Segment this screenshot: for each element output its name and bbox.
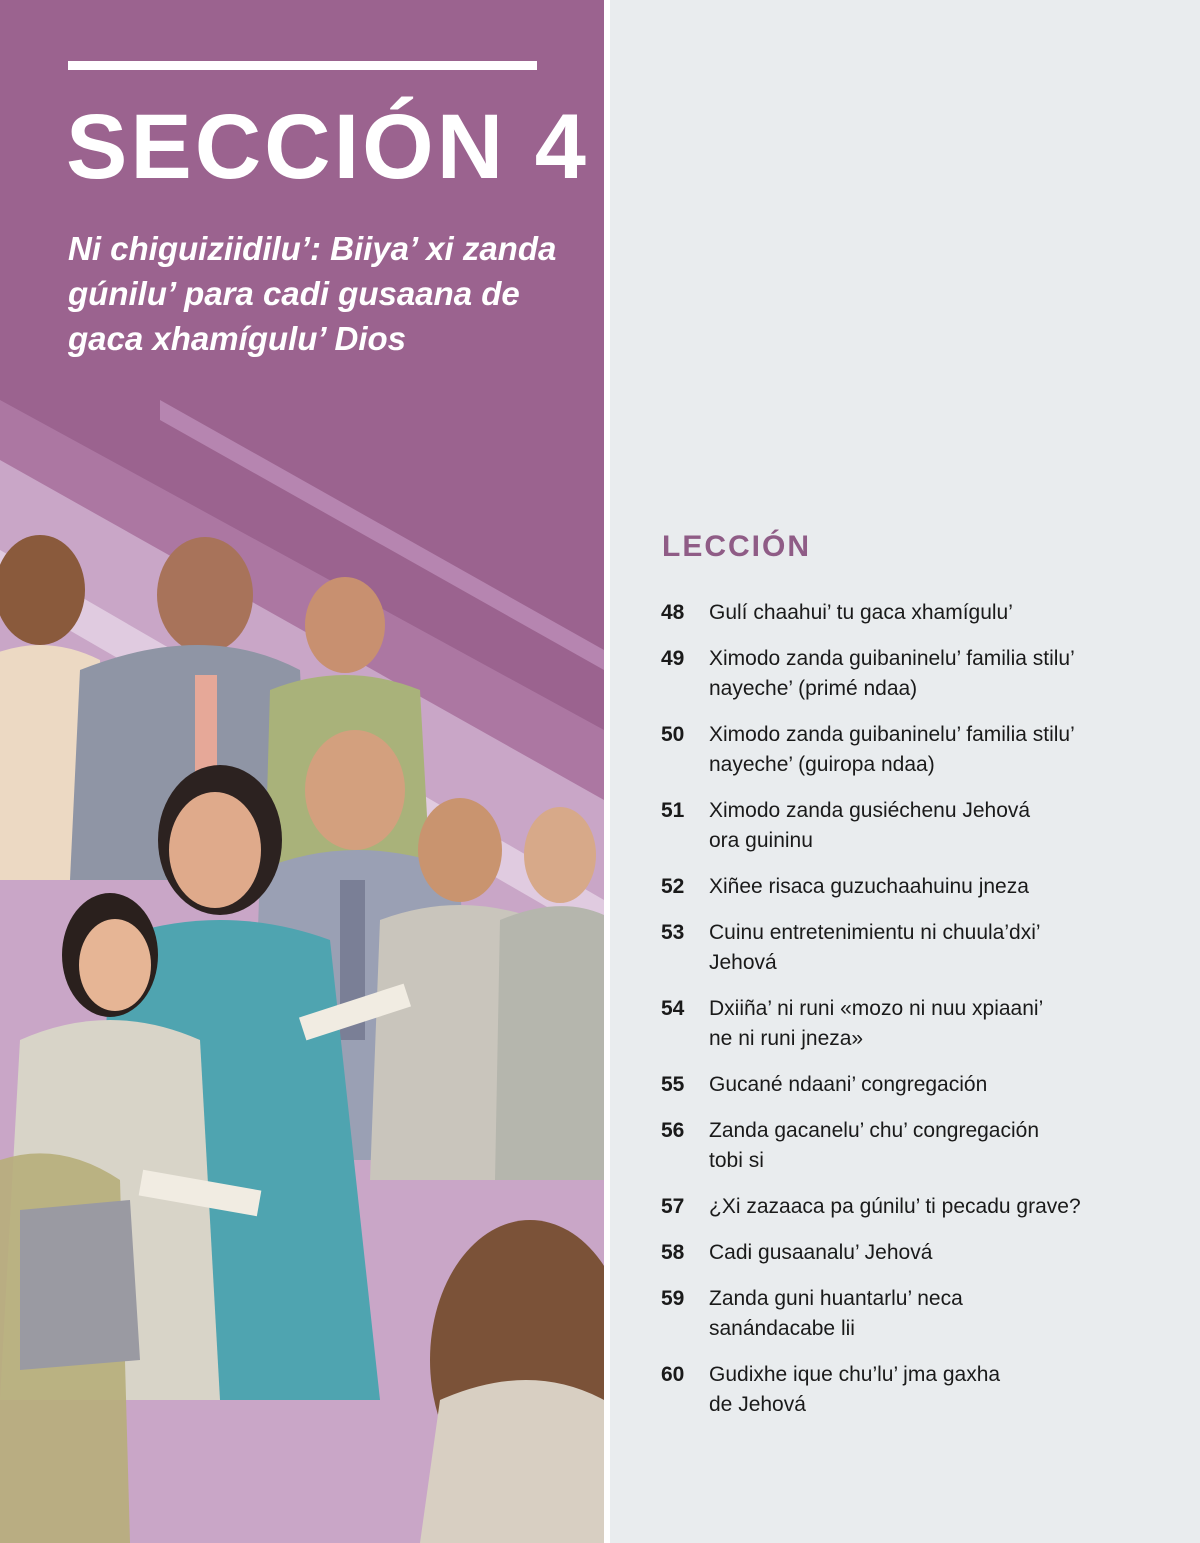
lesson-number: 51 bbox=[661, 799, 685, 822]
lesson-title: ¿Xi zazaaca pa gúnilu’ ti pecadu grave? bbox=[709, 1195, 1081, 1218]
list-item[interactable] bbox=[661, 796, 1161, 856]
lesson-number: 52 bbox=[661, 875, 685, 898]
lesson-number: 49 bbox=[661, 647, 685, 670]
lesson-title: Gulí chaahui’ tu gaca xhamígulu’ bbox=[709, 601, 1013, 624]
lesson-number: 59 bbox=[661, 1287, 685, 1310]
list-item[interactable] bbox=[661, 720, 1161, 780]
lesson-title: Zanda gacanelu’ chu’ congregación tobi si bbox=[709, 1119, 1040, 1172]
lesson-number: 50 bbox=[661, 723, 685, 746]
list-item[interactable] bbox=[661, 918, 1161, 978]
lesson-number: 55 bbox=[661, 1073, 685, 1096]
lesson-number: 48 bbox=[661, 601, 685, 624]
list-item[interactable] bbox=[661, 598, 1161, 628]
section-subtitle: Ni chiguiziidilu’: Biiya’ xi zanda gúnilu’ para cadi gusaana de gaca xhamígulu’ Dios bbox=[68, 230, 557, 357]
lesson-title: Cadi gusaanalu’ Jehová bbox=[709, 1241, 933, 1264]
section-title: SECCIÓN 4 bbox=[66, 96, 589, 198]
lesson-title: Xiñee risaca guzuchaahuinu jneza bbox=[709, 875, 1029, 898]
lesson-list bbox=[661, 598, 1161, 1436]
list-item[interactable] bbox=[661, 1192, 1161, 1222]
lesson-number: 54 bbox=[661, 997, 685, 1020]
lesson-title: Ximodo zanda guibaninelu’ familia stilu’ nayeche’ (guiropa ndaa) bbox=[709, 723, 1075, 776]
lesson-heading: LECCIÓN bbox=[662, 530, 811, 563]
list-item[interactable] bbox=[661, 1360, 1161, 1420]
lesson-number: 60 bbox=[661, 1363, 685, 1386]
list-item[interactable] bbox=[661, 1238, 1161, 1268]
list-item[interactable] bbox=[661, 994, 1161, 1054]
list-item[interactable] bbox=[661, 1284, 1161, 1344]
list-item[interactable] bbox=[661, 872, 1161, 902]
congregation-people-illustration bbox=[0, 400, 604, 1543]
lesson-title: Zanda guni huantarlu’ neca sanándacabe lii bbox=[709, 1287, 963, 1340]
list-item[interactable] bbox=[661, 1116, 1161, 1176]
lesson-number: 56 bbox=[661, 1119, 685, 1142]
lesson-title: Dxiiña’ ni runi «mozo ni nuu xpiaani’ ne ni runi jneza» bbox=[709, 997, 1044, 1050]
top-rule bbox=[68, 61, 537, 70]
lesson-title: Ximodo zanda guibaninelu’ familia stilu’ nayeche’ (primé ndaa) bbox=[709, 647, 1075, 700]
lesson-title: Gudixhe ique chu’lu’ jma gaxha de Jehová bbox=[709, 1363, 1001, 1416]
lesson-title: Gucané ndaani’ congregación bbox=[709, 1073, 988, 1096]
lesson-title: Ximodo zanda gusiéchenu Jehová ora guininu bbox=[709, 799, 1031, 852]
lesson-number: 58 bbox=[661, 1241, 685, 1264]
list-item[interactable] bbox=[661, 1070, 1161, 1100]
lesson-panel bbox=[610, 0, 1200, 1543]
lesson-number: 57 bbox=[661, 1195, 685, 1218]
lesson-number: 53 bbox=[661, 921, 685, 944]
lesson-title: Cuinu entretenimientu ni chuula’dxi’ Jehová bbox=[709, 921, 1041, 974]
list-item[interactable] bbox=[661, 644, 1161, 704]
